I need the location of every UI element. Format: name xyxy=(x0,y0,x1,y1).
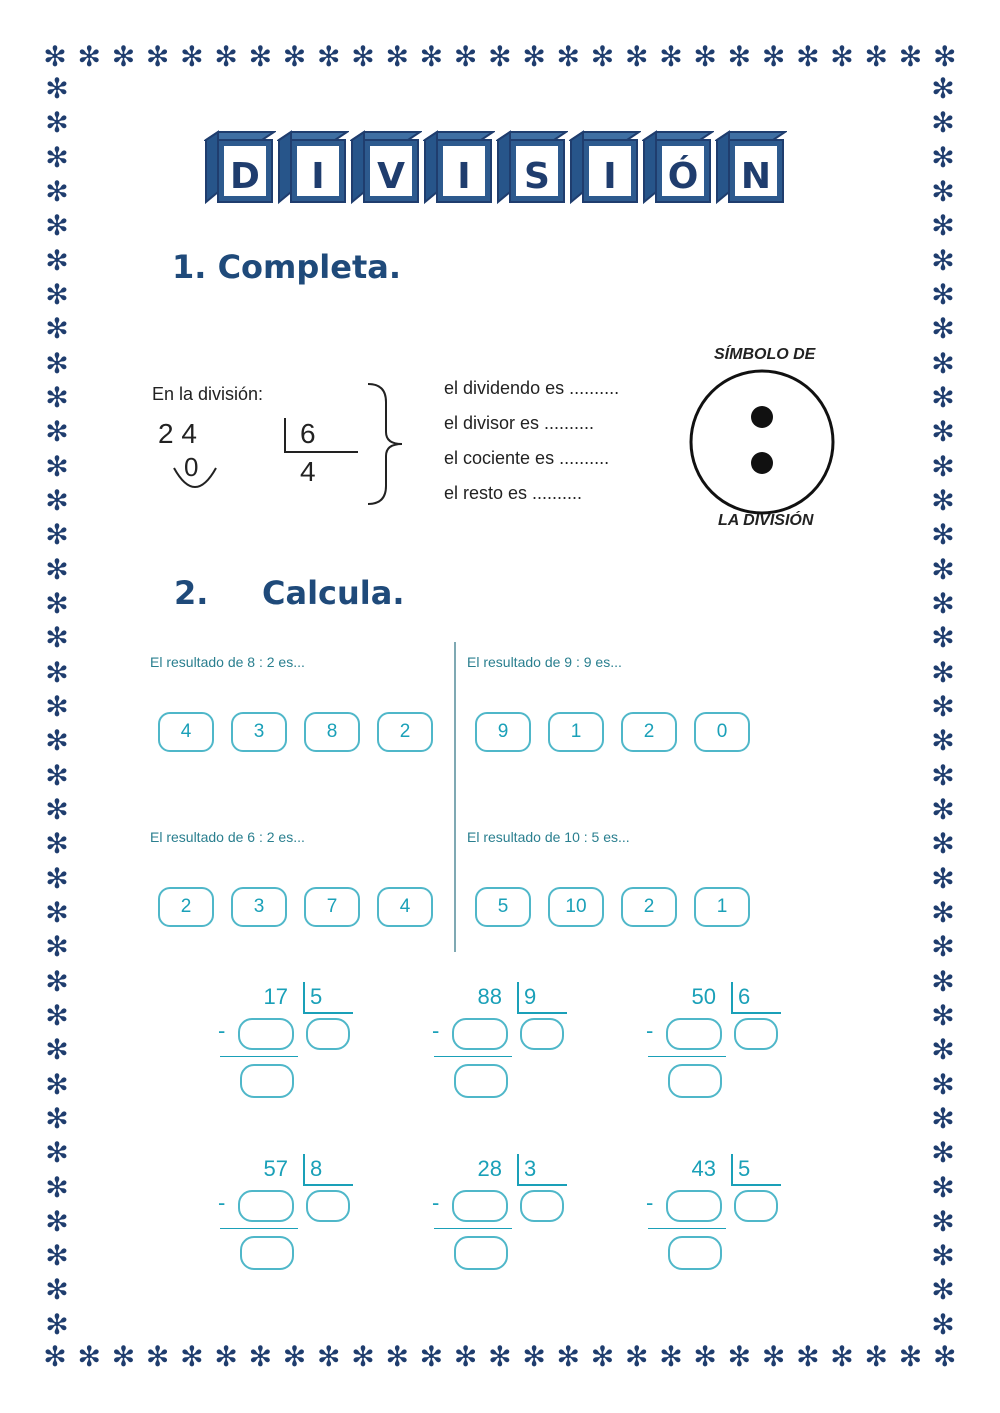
minus-sign: - xyxy=(646,1018,654,1043)
border-left xyxy=(40,74,74,1340)
border-top xyxy=(40,40,960,74)
exercise-dividend: 88 xyxy=(477,984,502,1009)
snowflake-icon: ✻ xyxy=(45,243,69,277)
snowflake-icon: ✻ xyxy=(931,140,955,174)
snowflake-icon: ✻ xyxy=(488,1340,512,1373)
snowflake-icon: ✻ xyxy=(931,586,955,620)
section-1-heading: 1. Completa. xyxy=(172,248,401,286)
snowflake-icon: ✻ xyxy=(45,827,69,861)
question-label: El resultado de 8 : 2 es... xyxy=(150,654,305,670)
symbol-caption-top: SÍMBOLO DE xyxy=(714,346,816,363)
border-bottom xyxy=(40,1340,960,1374)
quotient-input-box[interactable] xyxy=(306,1190,350,1222)
snowflake-icon: ✻ xyxy=(45,1307,69,1341)
snowflake-icon: ✻ xyxy=(931,1170,955,1204)
term-line: el cociente es .......... xyxy=(444,448,610,468)
snowflake-icon: ✻ xyxy=(45,586,69,620)
term-line: el resto es .......... xyxy=(444,483,583,503)
snowflake-icon: ✻ xyxy=(45,346,69,380)
division-exercise xyxy=(218,984,378,1114)
exercise-divisor: 5 xyxy=(310,984,323,1009)
snowflake-icon: ✻ xyxy=(45,140,69,174)
page-title xyxy=(200,130,800,210)
snowflake-icon: ✻ xyxy=(830,40,854,73)
snowflake-icon: ✻ xyxy=(248,1340,273,1373)
snowflake-icon: ✻ xyxy=(931,895,955,929)
answer-option-button[interactable]: 2 xyxy=(621,887,677,927)
snowflake-icon: ✻ xyxy=(761,40,786,73)
subtraction-input-box[interactable] xyxy=(452,1018,508,1050)
division-exercise xyxy=(432,984,592,1114)
snowflake-icon: ✻ xyxy=(931,1204,955,1238)
snowflake-icon: ✻ xyxy=(931,792,955,826)
snowflake-icon: ✻ xyxy=(45,998,69,1032)
snowflake-icon: ✻ xyxy=(317,1340,341,1373)
remainder-input-box[interactable] xyxy=(240,1064,294,1098)
snowflake-icon: ✻ xyxy=(931,964,955,998)
title-letter-cube xyxy=(350,130,422,206)
title-letter: D xyxy=(230,156,260,197)
snowflake-icon: ✻ xyxy=(282,1340,307,1373)
snowflake-icon: ✻ xyxy=(45,449,69,483)
answer-option-button[interactable]: 9 xyxy=(475,712,531,752)
remainder-input-box[interactable] xyxy=(454,1236,508,1270)
snowflake-icon: ✻ xyxy=(931,621,955,655)
column-divider xyxy=(454,642,456,952)
snowflake-icon: ✻ xyxy=(111,1340,136,1373)
snowflake-icon: ✻ xyxy=(45,861,69,895)
title-letter: N xyxy=(740,156,772,197)
snowflake-icon: ✻ xyxy=(385,40,409,73)
division-exercise xyxy=(646,984,806,1114)
division-symbol-icon xyxy=(686,368,840,518)
snowflake-icon: ✻ xyxy=(45,552,69,586)
example-quotient: 4 xyxy=(300,456,316,487)
snowflake-icon: ✻ xyxy=(931,518,955,552)
exercise-dividend: 57 xyxy=(263,1156,288,1181)
subtraction-line xyxy=(220,1056,298,1057)
snowflake-icon: ✻ xyxy=(659,1340,683,1373)
remainder-input-box[interactable] xyxy=(668,1236,722,1270)
snowflake-icon: ✻ xyxy=(931,1067,955,1101)
example-dividend: 2 4 xyxy=(158,418,197,449)
title-letter: S xyxy=(524,156,550,197)
snowflake-icon: ✻ xyxy=(214,40,238,73)
subtraction-input-box[interactable] xyxy=(238,1190,294,1222)
snowflake-icon: ✻ xyxy=(693,1340,717,1373)
snowflake-icon: ✻ xyxy=(931,209,955,243)
snowflake-icon: ✻ xyxy=(932,40,957,73)
minus-sign: - xyxy=(432,1018,440,1043)
division-exercise xyxy=(432,1156,592,1286)
snowflake-icon: ✻ xyxy=(45,758,69,792)
snowflake-icon: ✻ xyxy=(453,1340,478,1373)
title-letter: I xyxy=(311,156,325,197)
quotient-input-box[interactable] xyxy=(520,1018,564,1050)
answer-option-button[interactable]: 8 xyxy=(304,712,360,752)
snowflake-icon: ✻ xyxy=(45,277,69,311)
title-letter-cube xyxy=(277,130,349,206)
snowflake-icon: ✻ xyxy=(931,1239,955,1273)
snowflake-icon: ✻ xyxy=(931,1307,955,1341)
section-2-number: 2. xyxy=(174,574,209,612)
title-letter-cube xyxy=(423,130,495,206)
snowflake-icon: ✻ xyxy=(931,930,955,964)
quotient-input-box[interactable] xyxy=(734,1018,778,1050)
snowflake-icon: ✻ xyxy=(419,40,444,73)
exercise-divisor: 6 xyxy=(738,984,751,1009)
subtraction-input-box[interactable] xyxy=(452,1190,508,1222)
snowflake-icon: ✻ xyxy=(45,1204,69,1238)
snowflake-icon: ✻ xyxy=(931,689,955,723)
snowflake-icon: ✻ xyxy=(590,40,615,73)
snowflake-icon: ✻ xyxy=(45,1033,69,1067)
snowflake-icon: ✻ xyxy=(45,1101,69,1135)
quotient-input-box[interactable] xyxy=(306,1018,350,1050)
snowflake-icon: ✻ xyxy=(45,106,69,140)
subtraction-input-box[interactable] xyxy=(666,1190,722,1222)
snowflake-icon: ✻ xyxy=(522,1340,546,1373)
snowflake-icon: ✻ xyxy=(45,72,69,105)
example-bracket-vertical xyxy=(284,418,286,452)
subtraction-line xyxy=(648,1056,726,1057)
question-label: El resultado de 6 : 2 es... xyxy=(150,829,305,845)
snowflake-icon: ✻ xyxy=(761,1340,786,1373)
example-divisor: 6 xyxy=(300,418,316,449)
subtraction-input-box[interactable] xyxy=(238,1018,294,1050)
snowflake-icon: ✻ xyxy=(659,40,683,73)
answer-option-button[interactable]: 5 xyxy=(475,887,531,927)
title-letter: Ó xyxy=(667,156,699,197)
snowflake-icon: ✻ xyxy=(45,312,69,346)
snowflake-icon: ✻ xyxy=(45,792,69,826)
snowflake-icon: ✻ xyxy=(931,1273,955,1307)
quotient-input-box[interactable] xyxy=(734,1190,778,1222)
snowflake-icon: ✻ xyxy=(351,40,375,73)
example-remainder: 0 xyxy=(184,452,199,482)
snowflake-icon: ✻ xyxy=(624,1340,649,1373)
snowflake-icon: ✻ xyxy=(931,346,955,380)
answer-option-button[interactable]: 1 xyxy=(694,887,750,927)
snowflake-icon: ✻ xyxy=(43,1340,67,1373)
snowflake-icon: ✻ xyxy=(282,40,307,73)
term-line: el dividendo es .......... xyxy=(444,378,620,398)
title-letter: I xyxy=(603,156,617,197)
snowflake-icon: ✻ xyxy=(45,1067,69,1101)
answer-option-button[interactable]: 3 xyxy=(231,887,287,927)
question-label: El resultado de 10 : 5 es... xyxy=(467,829,630,845)
snowflake-icon: ✻ xyxy=(180,1340,204,1373)
snowflake-icon: ✻ xyxy=(931,861,955,895)
snowflake-icon: ✻ xyxy=(931,277,955,311)
answer-option-button[interactable]: 3 xyxy=(231,712,287,752)
subtraction-input-box[interactable] xyxy=(666,1018,722,1050)
exercise-divisor: 3 xyxy=(524,1156,537,1181)
answer-option-button[interactable]: 4 xyxy=(158,712,214,752)
answer-option-button[interactable]: 1 xyxy=(548,712,604,752)
snowflake-icon: ✻ xyxy=(898,1340,923,1373)
border-right xyxy=(926,74,960,1340)
division-intro: En la división: xyxy=(152,384,264,404)
snowflake-icon: ✻ xyxy=(796,1340,820,1373)
snowflake-icon: ✻ xyxy=(453,40,478,73)
snowflake-icon: ✻ xyxy=(45,964,69,998)
answer-option-button[interactable]: 7 xyxy=(304,887,360,927)
answer-option-button[interactable]: 2 xyxy=(621,712,677,752)
snowflake-icon: ✻ xyxy=(77,1340,101,1373)
snowflake-icon: ✻ xyxy=(931,655,955,689)
snowflake-icon: ✻ xyxy=(931,827,955,861)
snowflake-icon: ✻ xyxy=(45,895,69,929)
snowflake-icon: ✻ xyxy=(45,415,69,449)
snowflake-icon: ✻ xyxy=(590,1340,615,1373)
term-line: el divisor es .......... xyxy=(444,413,595,433)
snowflake-icon: ✻ xyxy=(864,40,888,73)
snowflake-icon: ✻ xyxy=(45,1136,69,1170)
snowflake-icon: ✻ xyxy=(45,621,69,655)
snowflake-icon: ✻ xyxy=(931,552,955,586)
snowflake-icon: ✻ xyxy=(932,1340,957,1373)
snowflake-icon: ✻ xyxy=(556,40,581,73)
snowflake-icon: ✻ xyxy=(796,40,820,73)
snowflake-icon: ✻ xyxy=(214,1340,238,1373)
snowflake-icon: ✻ xyxy=(45,209,69,243)
answer-option-button[interactable]: 2 xyxy=(158,887,214,927)
quotient-input-box[interactable] xyxy=(520,1190,564,1222)
snowflake-icon: ✻ xyxy=(898,40,923,73)
remainder-input-box[interactable] xyxy=(240,1236,294,1270)
subtraction-line xyxy=(434,1228,512,1229)
title-letter-cube xyxy=(715,130,787,206)
snowflake-icon: ✻ xyxy=(624,40,649,73)
minus-sign: - xyxy=(646,1190,654,1215)
snowflake-icon: ✻ xyxy=(931,1101,955,1135)
exercise-divisor: 5 xyxy=(738,1156,751,1181)
snowflake-icon: ✻ xyxy=(727,40,752,73)
curly-brace-icon xyxy=(360,380,410,510)
snowflake-icon: ✻ xyxy=(45,1170,69,1204)
snowflake-icon: ✻ xyxy=(931,72,955,105)
symbol-caption-bottom: LA DIVISIÓN xyxy=(718,512,814,529)
exercise-dividend: 17 xyxy=(263,984,288,1009)
answer-option-button[interactable]: 0 xyxy=(694,712,750,752)
section-2-heading: Calcula. xyxy=(262,574,405,612)
title-letter: I xyxy=(457,156,471,197)
exercise-divisor: 8 xyxy=(310,1156,323,1181)
snowflake-icon: ✻ xyxy=(351,1340,375,1373)
minus-sign: - xyxy=(432,1190,440,1215)
snowflake-icon: ✻ xyxy=(45,930,69,964)
snowflake-icon: ✻ xyxy=(45,1239,69,1273)
exercise-dividend: 28 xyxy=(477,1156,502,1181)
remainder-arc xyxy=(170,462,220,498)
snowflake-icon: ✻ xyxy=(45,655,69,689)
remainder-input-box[interactable] xyxy=(454,1064,508,1098)
snowflake-icon: ✻ xyxy=(727,1340,752,1373)
snowflake-icon: ✻ xyxy=(145,1340,170,1373)
snowflake-icon: ✻ xyxy=(931,380,955,414)
question-label: El resultado de 9 : 9 es... xyxy=(467,654,622,670)
exercise-dividend: 43 xyxy=(691,1156,716,1181)
snowflake-icon: ✻ xyxy=(693,40,717,73)
snowflake-icon: ✻ xyxy=(931,106,955,140)
division-exercise xyxy=(646,1156,806,1286)
snowflake-icon: ✻ xyxy=(317,40,341,73)
title-letter-cube xyxy=(204,130,276,206)
snowflake-icon: ✻ xyxy=(45,174,69,208)
title-letter-cube xyxy=(642,130,714,206)
snowflake-icon: ✻ xyxy=(931,483,955,517)
remainder-input-box[interactable] xyxy=(668,1064,722,1098)
snowflake-icon: ✻ xyxy=(488,40,512,73)
snowflake-icon: ✻ xyxy=(931,758,955,792)
snowflake-icon: ✻ xyxy=(931,724,955,758)
subtraction-line xyxy=(434,1056,512,1057)
snowflake-icon: ✻ xyxy=(45,689,69,723)
subtraction-line xyxy=(648,1228,726,1229)
answer-option-button[interactable]: 4 xyxy=(377,887,433,927)
snowflake-icon: ✻ xyxy=(931,449,955,483)
snowflake-icon: ✻ xyxy=(864,1340,888,1373)
snowflake-icon: ✻ xyxy=(111,40,136,73)
snowflake-icon: ✻ xyxy=(45,1273,69,1307)
snowflake-icon: ✻ xyxy=(248,40,273,73)
example-bracket-horizontal xyxy=(284,451,358,453)
snowflake-icon: ✻ xyxy=(830,1340,854,1373)
snowflake-icon: ✻ xyxy=(45,483,69,517)
snowflake-icon: ✻ xyxy=(556,1340,581,1373)
minus-sign: - xyxy=(218,1018,226,1043)
division-exercise xyxy=(218,1156,378,1286)
snowflake-icon: ✻ xyxy=(419,1340,444,1373)
title-letter: V xyxy=(377,156,405,197)
snowflake-icon: ✻ xyxy=(43,40,67,73)
title-letter-cube xyxy=(569,130,641,206)
snowflake-icon: ✻ xyxy=(522,40,546,73)
snowflake-icon: ✻ xyxy=(931,415,955,449)
exercise-divisor: 9 xyxy=(524,984,537,1009)
title-letter-cube xyxy=(496,130,568,206)
snowflake-icon: ✻ xyxy=(931,312,955,346)
snowflake-icon: ✻ xyxy=(45,518,69,552)
answer-option-button[interactable]: 10 xyxy=(548,887,604,927)
subtraction-line xyxy=(220,1228,298,1229)
snowflake-icon: ✻ xyxy=(931,243,955,277)
exercise-dividend: 50 xyxy=(691,984,716,1009)
minus-sign: - xyxy=(218,1190,226,1215)
snowflake-icon: ✻ xyxy=(931,174,955,208)
snowflake-icon: ✻ xyxy=(145,40,170,73)
snowflake-icon: ✻ xyxy=(77,40,101,73)
snowflake-icon: ✻ xyxy=(180,40,204,73)
snowflake-icon: ✻ xyxy=(931,1033,955,1067)
snowflake-icon: ✻ xyxy=(45,380,69,414)
snowflake-icon: ✻ xyxy=(931,1136,955,1170)
snowflake-icon: ✻ xyxy=(45,724,69,758)
snowflake-icon: ✻ xyxy=(931,998,955,1032)
snowflake-icon: ✻ xyxy=(385,1340,409,1373)
answer-option-button[interactable]: 2 xyxy=(377,712,433,752)
